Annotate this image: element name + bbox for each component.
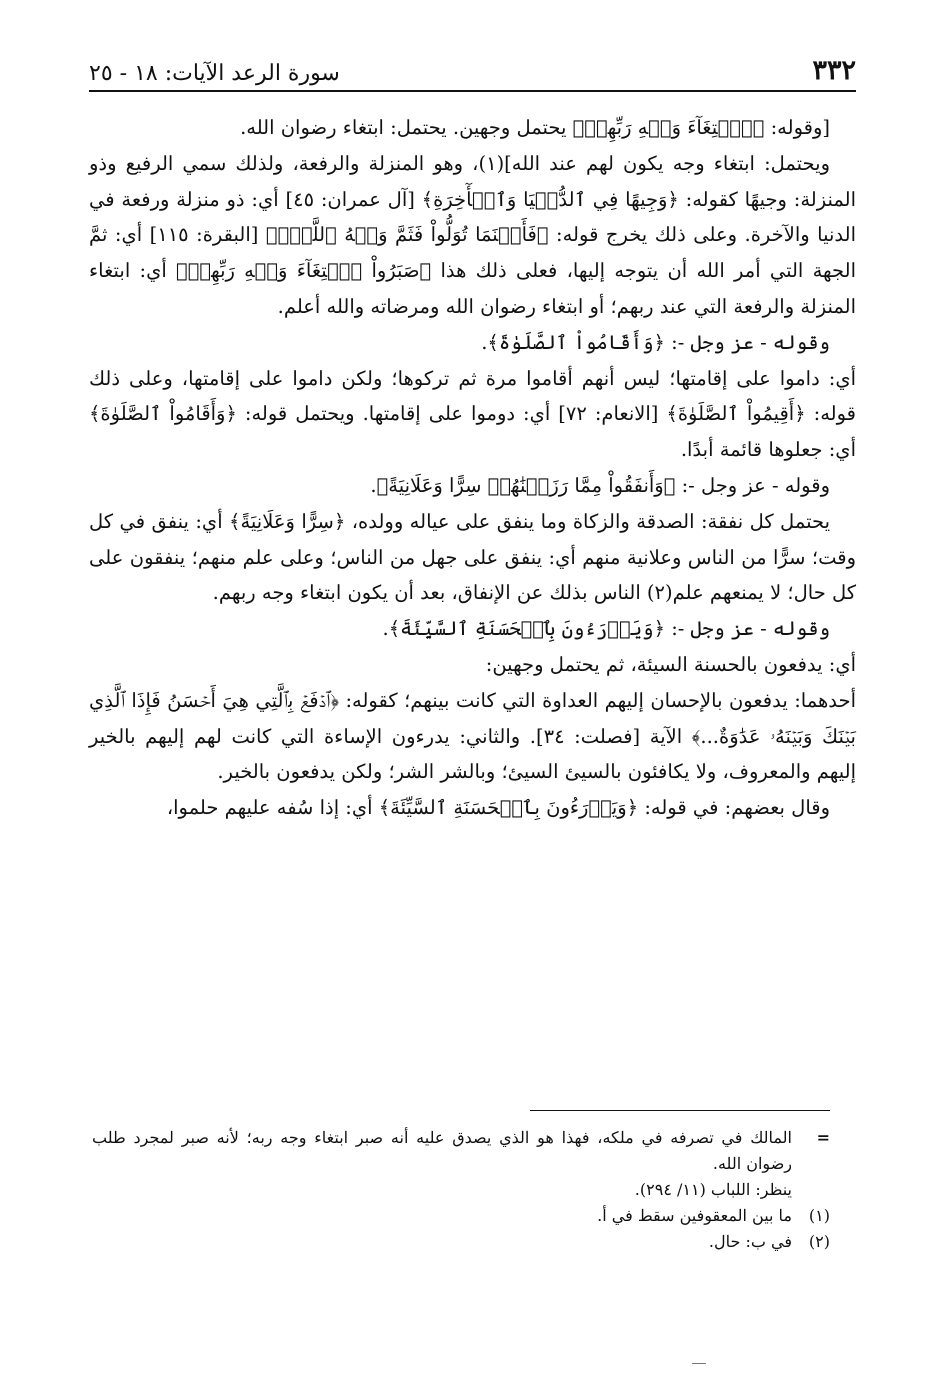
footnote-2 xyxy=(92,1229,830,1255)
footnote-mark: (١) xyxy=(808,1206,830,1225)
footnote-source: ينظر: اللباب (١١/ ٢٩٤). xyxy=(634,1180,792,1199)
footnote-text: ما بين المعقوفين سقط في أ. xyxy=(597,1206,792,1225)
paragraph: يحتمل كل نفقة: الصدقة والزكاة وما ينفق على عياله وولده، ﴿سِرًّا وَعَلَانِيَةً﴾ أي: ينفق في كل وقت؛ سرًّا من الناس وعلانية منهم أي: ينفق على جهل من الناس؛ وعلى علم منهم؛ ينفقون على كل حال؛ لا يمنعهم علم(٢) الناس بذلك عن الإنفاق، بعد أن يكون ابتغاء وجه ربهم. xyxy=(89,509,856,605)
paragraph: أي: يدفعون بالحسنة السيئة، ثم يحتمل وجهين: xyxy=(485,652,856,676)
footnotes xyxy=(92,1125,830,1255)
main-text xyxy=(89,110,856,826)
paragraph: وقال بعضهم: في قوله: ﴿وَيَدۡرَءُونَ بِٱلۡحَسَنَةِ ٱلسَّيِّئَةَ﴾ أي: إذا سُفه عليهم حلموا، xyxy=(166,796,830,820)
paragraph: [وقوله: ﴿ٱبۡتِغَآءَ وَجۡهِ رَبِّهِمۡ﴾ يحتمل وجهين. يحتمل: ابتغاء رضوان الله. xyxy=(240,116,830,139)
footnote-mark: (٢) xyxy=(808,1232,830,1251)
page-number: ٣٣٢ xyxy=(812,55,856,86)
scan-mark xyxy=(692,1363,706,1364)
paragraph: أي: داموا على إقامتها؛ ليس أنهم أقاموا مرة ثم تركوها؛ ولكن داموا على إقامتها، وعلى ذلك قوله: ﴿أَقِيمُواْ ٱلصَّلَوٰةَ﴾ [الانعام: ٧٢] أي: دوموا على إقامتها. ويحتمل قوله: ﴿وَأَقَامُواْ ٱلصَّلَوٰةَ﴾ أي: جعلوها قائمة أبدًا. xyxy=(89,366,856,462)
paragraph: وقوله - عز وجل -: ﴿وَأَنفَقُواْ مِمَّا رَزَقۡنَٰهُمۡ سِرًّا وَعَلَانِيَةً﴾. xyxy=(370,473,830,497)
footnote-continuation xyxy=(92,1125,830,1177)
continuation-mark: = xyxy=(816,1128,830,1147)
paragraph: وقوله - عز وجل -: ﴿وَيَدۡرَءُونَ بِٱلۡحَسَنَةِ ٱلسَّيِّئَةَ﴾. xyxy=(382,617,830,641)
paragraph: وقوله - عز وجل -: ﴿وَأَقَامُواْ ٱلصَّلَوٰةَ﴾. xyxy=(481,330,830,354)
footnote-1 xyxy=(92,1203,830,1229)
footnote-divider xyxy=(530,1110,830,1111)
footnote-text: المالك في تصرفه في ملكه، فهذا هو الذي يصدق عليه أنه صبر ابتغاء وجه ربه؛ لأنه صبر لمجرد طلب رضوان الله. xyxy=(92,1128,793,1173)
footnote-text: في ب: حال. xyxy=(708,1232,792,1251)
page-header xyxy=(89,52,856,92)
paragraph: أحدهما: يدفعون بالإحسان إليهم العداوة التي كانت بينهم؛ كقوله: ﴿ٱدۡفَعۡ بِٱلَّتِي هِيَ أَحۡسَنُ فَإِذَا ٱلَّذِي بَيۡنَكَ وَبَيۡنَهُۥ عَدَٰوَةٌ...﴾ الآية [فصلت: ٣٤]. والثاني: يدرءون الإساءة التي كانت لهم إليهم بالخير إليهم والمعروف، ولا يكافئون بالسيئ السيئ؛ وبالشر الشر؛ ولكن يدفعون بالخير. xyxy=(89,688,856,784)
running-head: سورة الرعد الآيات: ١٨ - ٢٥ xyxy=(89,61,340,86)
paragraph: ويحتمل: ابتغاء وجه يكون لهم عند الله](١)، وهو المنزلة والرفعة، ولذلك سمي الرفيع وذو المنزلة: وجيهًا كقوله: ﴿وَجِيهًا فِي ٱلدُّنۡيَا وَٱلۡأٓخِرَةِ﴾ [آل عمران: ٤٥] أي: ذو منزلة ورفعة في الدنيا والآخرة. وعلى ذلك يخرج قوله: ﴿فَأَيۡنَمَا تُوَلُّواْ فَثَمَّ وَجۡهُ ٱللَّهِۚ﴾ [البقرة: ١١٥] أي: ثمَّ الجهة التي أمر الله أن يتوجه إليها، فعلى ذلك هذا ﴿صَبَرُواْ ٱبۡتِغَآءَ وَجۡهِ رَبِّهِمۡ﴾ أي: ابتغاء المنزلة والرفعة التي عند ربهم؛ أو ابتغاء رضوان الله ومرضاته والله أعلم. xyxy=(89,151,857,318)
